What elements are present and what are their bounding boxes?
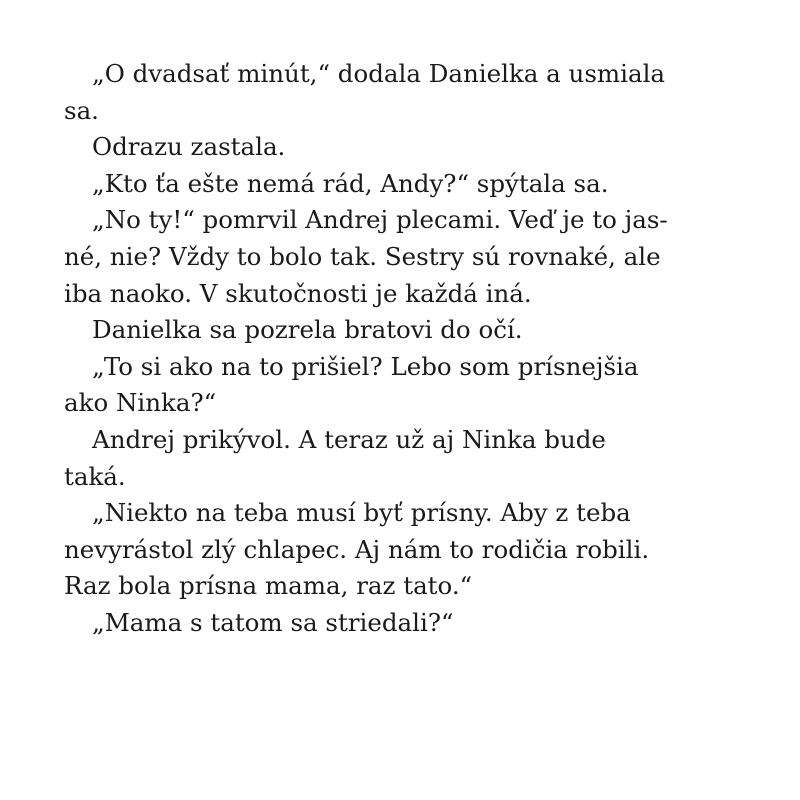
text-line: sa.	[64, 95, 99, 125]
text-line: Raz bola prísna mama, raz tato.“	[64, 571, 473, 601]
text-line: „O dvadsať minút,“ dodala Danielka a usmiala	[92, 59, 666, 88]
text-line: Danielka sa pozrela bratovi do očí.	[92, 315, 523, 345]
text-line: Odrazu zastala.	[92, 132, 286, 162]
text-line: né, nie? Vždy to bolo tak. Sestry sú rovnaké, ale	[64, 241, 661, 271]
text-line: „No ty!“ pomrvil Andrej plecami. Veď je to jas-	[92, 205, 668, 235]
text-line: Andrej prikývol. A teraz už aj Ninka bude	[92, 424, 606, 454]
text-line: „To si ako na to prišiel? Lebo som prísnejšia	[92, 351, 639, 381]
text-line: taká.	[64, 461, 126, 491]
text-line: nevyrástol zlý chlapec. Aj nám to rodičia robili.	[64, 534, 650, 564]
text-line: ako Ninka?“	[64, 388, 217, 418]
text-line: „Mama s tatom sa striedali?“	[92, 607, 454, 637]
book-page	[64, 56, 724, 642]
text-line: „Niekto na teba musí byť prísny. Aby z teba	[92, 498, 631, 528]
text-line: iba naoko. V skutočnosti je každá iná.	[64, 278, 532, 308]
text-line: „Kto ťa ešte nemá rád, Andy?“ spýtala sa.	[92, 168, 609, 198]
